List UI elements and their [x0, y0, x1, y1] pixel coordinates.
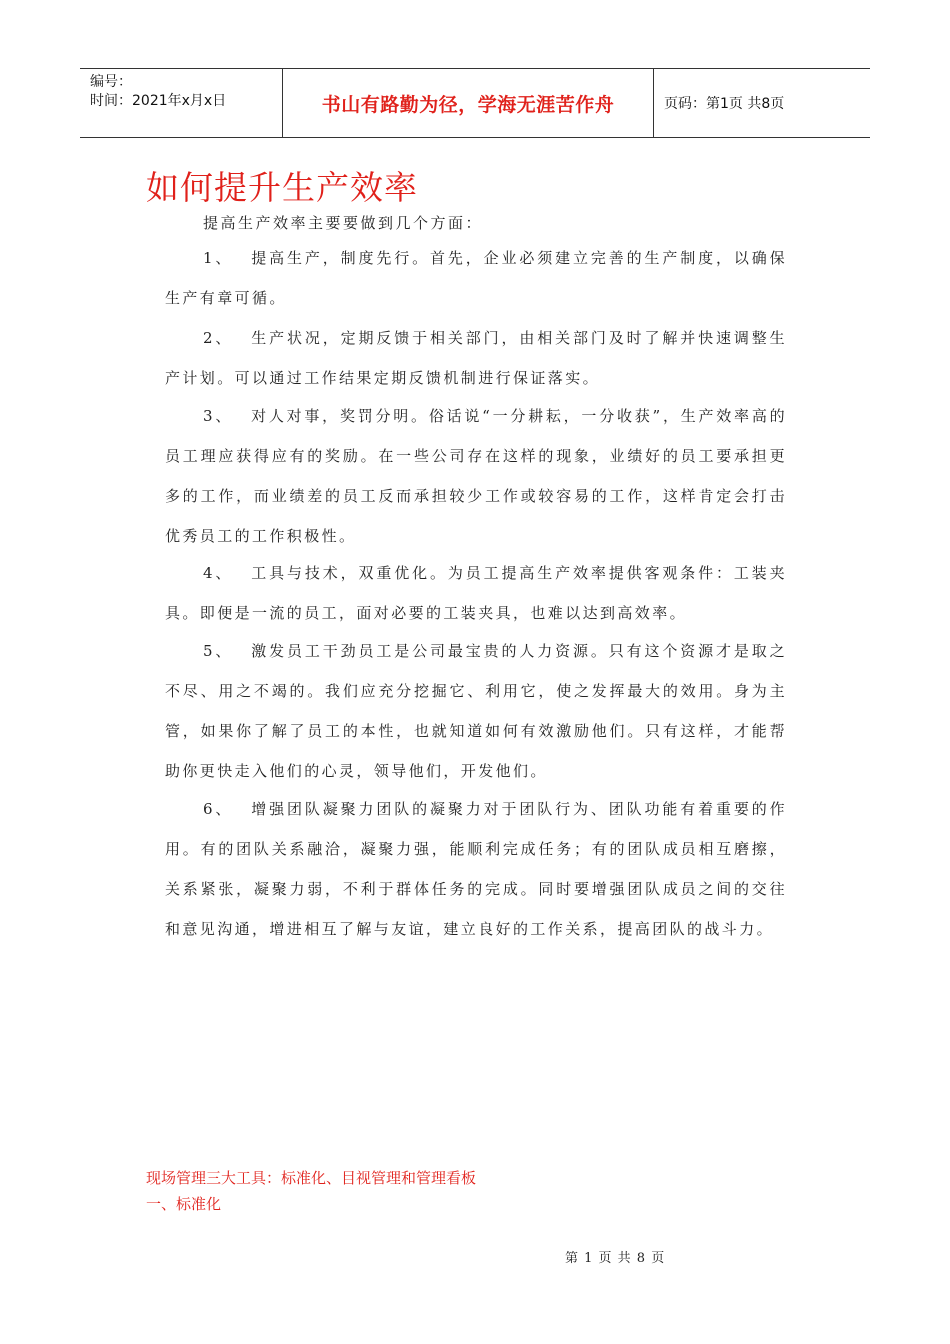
item-number: 4、: [203, 564, 234, 582]
header-left-cell: [80, 69, 282, 137]
item-text: 生产状况，定期反馈于相关部门，由相关部门及时了解并快速调整生产计划。可以通过工作结果定期反馈机制进行保证落实。: [165, 329, 787, 387]
list-item: [165, 553, 787, 633]
header-motto-cell: [282, 69, 654, 137]
list-item: [165, 238, 787, 318]
item-text: 提高生产，制度先行。首先，企业必须建立完善的生产制度，以确保生产有章可循。: [165, 249, 787, 307]
date-label: 时间：2021年x月x日: [90, 93, 227, 109]
item-number: 6、: [203, 800, 234, 818]
item-text: 激发员工干劲员工是公司最宝贵的人力资源。只有这个资源才是取之不尽、用之不竭的。我们应充分挖掘它、利用它，使之发挥最大的效用。身为主管，如果你了解了员工的本性，也就知道如何有效激励他们。只有这样，才能帮助你更快走入他们的心灵，领导他们，开发他们。: [165, 642, 787, 780]
list-item: [165, 789, 787, 949]
motto: 书山有路勤为径，学海无涯苦作舟: [321, 93, 615, 116]
section-subheading: 现场管理三大工具：标准化、目视管理和管理看板: [146, 1169, 477, 1187]
item-number: 2、: [203, 329, 234, 347]
page-footer: 第 1 页 共 8 页: [565, 1251, 666, 1266]
item-number: 3、: [203, 407, 234, 425]
list-item: [165, 318, 787, 398]
section-subheading-standardization: 一、标准化: [146, 1195, 222, 1213]
page-title: 如何提升生产效率: [146, 168, 418, 207]
item-number: 1、: [203, 249, 234, 267]
header-page-cell: [654, 69, 870, 137]
list-item: [165, 396, 787, 556]
list-item: [165, 631, 787, 791]
intro-text: 提高生产效率主要要做到几个方面：: [203, 214, 484, 232]
item-number: 5、: [203, 642, 234, 660]
item-text: 对人对事，奖罚分明。俗话说“一分耕耘，一分收获”，生产效率高的员工理应获得应有的奖励。在一些公司存在这样的现象，业绩好的员工要承担更多的工作，而业绩差的员工反而承担较少工作或较容易的工作，这样肯定会打击优秀员工的工作积极性。: [165, 407, 787, 545]
page-info: 页码：第1页 共8页: [664, 96, 785, 112]
item-text: 增强团队凝聚力团队的凝聚力对于团队行为、团队功能有着重要的作用。有的团队关系融洽，凝聚力强，能顺利完成任务；有的团队成员相互磨擦，关系紧张，凝聚力弱，不利于群体任务的完成。同时要增强团队成员之间的交往和意见沟通，增进相互了解与友谊，建立良好的工作关系，提高团队的战斗力。: [165, 800, 787, 938]
number-label: 编号：: [90, 74, 132, 90]
item-text: 工具与技术，双重优化。为员工提高生产效率提供客观条件：工装夹具。即便是一流的员工，面对必要的工装夹具，也难以达到高效率。: [165, 564, 787, 622]
header-table: [80, 68, 870, 138]
